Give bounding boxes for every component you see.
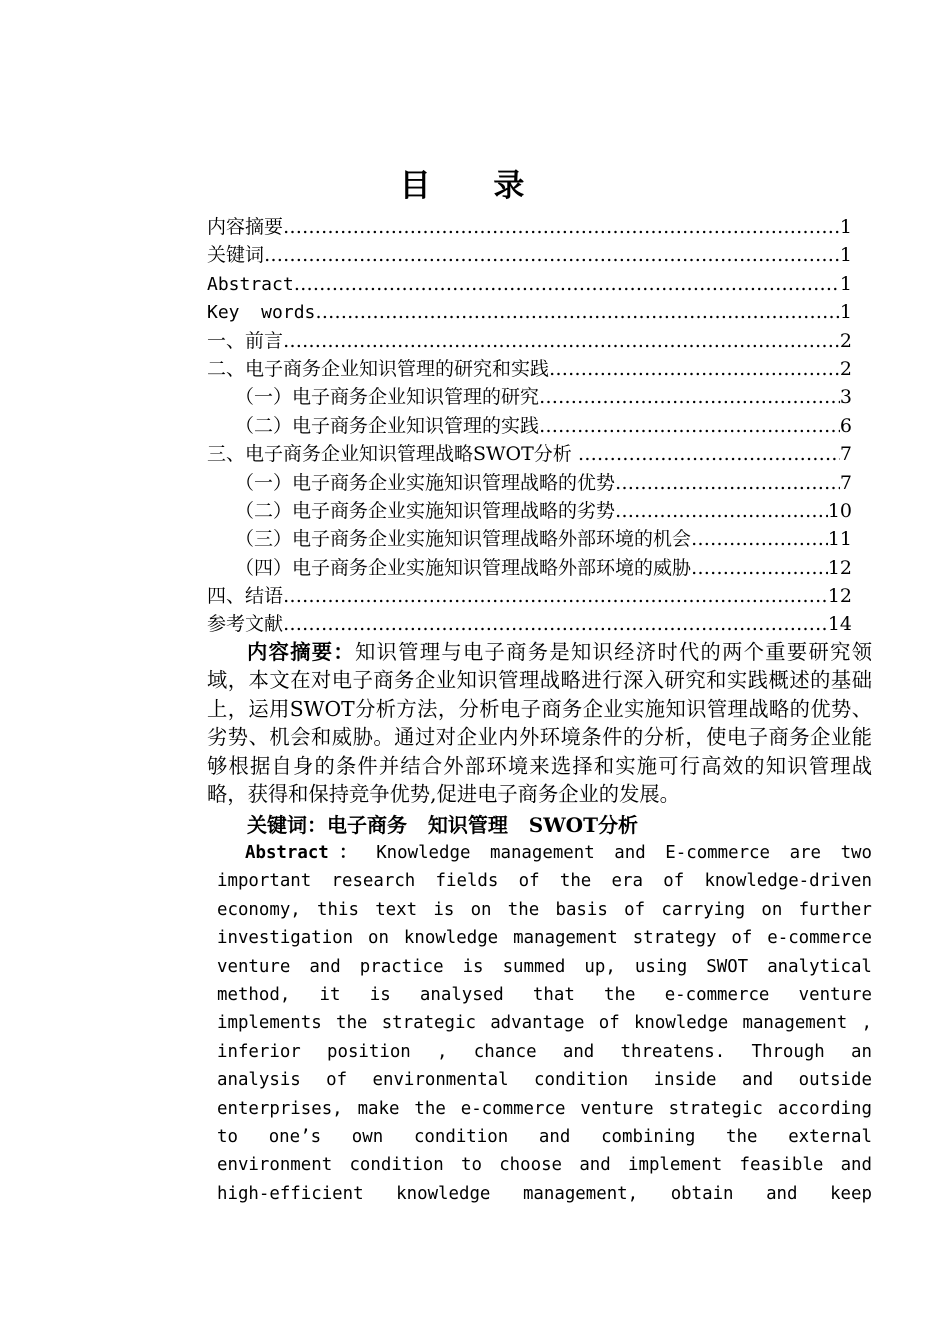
toc-entry-label: Key words bbox=[207, 302, 316, 324]
abstract-line bbox=[217, 981, 872, 1009]
abstract-word: research bbox=[331, 871, 416, 892]
toc-entry-page: 7 bbox=[839, 443, 852, 466]
abstract-word: up, bbox=[584, 956, 616, 977]
abstract-word: of bbox=[598, 1013, 620, 1034]
chinese-abstract-lead: 内容摘要： bbox=[247, 640, 355, 664]
abstract-word: e-commerce bbox=[664, 984, 770, 1005]
abstract-word: knowledge bbox=[633, 1013, 729, 1034]
english-abstract bbox=[217, 839, 872, 1208]
abstract-word: condition bbox=[534, 1070, 629, 1091]
abstract-word: analysis bbox=[217, 1070, 301, 1091]
abstract-word: on bbox=[470, 899, 492, 920]
abstract-word: text bbox=[375, 899, 418, 920]
abstract-word: it bbox=[319, 984, 341, 1005]
abstract-word: on bbox=[368, 928, 389, 949]
toc-leader-dots bbox=[615, 469, 840, 497]
abstract-word: practice bbox=[359, 956, 444, 977]
toc-entry bbox=[207, 241, 852, 269]
abstract-word: the bbox=[604, 984, 636, 1005]
toc-leader-dots bbox=[615, 497, 828, 525]
abstract-word: obtain bbox=[670, 1183, 734, 1204]
abstract-word: basis bbox=[555, 899, 608, 920]
abstract-word: management, bbox=[522, 1183, 639, 1204]
abstract-word: is bbox=[462, 956, 484, 977]
toc-entry-page: 6 bbox=[839, 414, 852, 437]
abstract-word: e-commerce bbox=[460, 1098, 566, 1119]
abstract-word: and bbox=[538, 1126, 571, 1147]
abstract-word: Knowledge bbox=[376, 843, 471, 863]
toc-title: 目 录 bbox=[399, 168, 551, 204]
toc-entry bbox=[207, 525, 852, 553]
toc-entry bbox=[207, 383, 852, 411]
abstract-line bbox=[217, 896, 872, 924]
abstract-word: are bbox=[789, 843, 821, 863]
toc-entry-label: 参考文献 bbox=[207, 613, 284, 636]
english-abstract-lead: Abstract ： bbox=[245, 843, 357, 863]
abstract-word: fields bbox=[435, 871, 499, 892]
abstract-word: strategic bbox=[668, 1098, 763, 1119]
abstract-line bbox=[217, 1066, 872, 1094]
toc-entry-page: 1 bbox=[839, 301, 852, 324]
toc-leader-dots bbox=[283, 610, 828, 638]
toc-entry-label: 四、结语 bbox=[207, 585, 284, 608]
toc-leader-dots bbox=[539, 412, 840, 440]
abstract-word: and bbox=[614, 843, 646, 863]
abstract-word: investigation bbox=[217, 928, 354, 949]
abstract-word: is bbox=[369, 984, 391, 1005]
abstract-word: the bbox=[335, 1013, 368, 1034]
toc-entry-page: 7 bbox=[839, 471, 852, 494]
abstract-word: an bbox=[851, 1041, 872, 1062]
abstract-word: make bbox=[357, 1098, 400, 1119]
abstract-line bbox=[217, 839, 872, 867]
toc-entry bbox=[207, 213, 852, 241]
abstract-word: inferior bbox=[217, 1041, 301, 1062]
abstract-word: and bbox=[562, 1041, 595, 1062]
abstract-word: position bbox=[327, 1041, 411, 1062]
abstract-word: environment bbox=[217, 1155, 333, 1176]
chinese-abstract-body: 知识管理与电子商务是知识经济时代的两个重要研究领域，本文在对电子商务企业知识管理战略进行深入研究和实践概述的基础上，运用SWOT分析方法，分析电子商务企业实施知识管理战略的优势、劣势、机会和威胁。通过对企业内外环境条件的分析，使电子商务企业能够根据自身的条件并结合外部环境来选择和实施可行高效的知识管理战略，获得和保持竞争优势,促进电子商务企业的发展。 bbox=[207, 640, 872, 807]
abstract-word: one’s bbox=[268, 1126, 322, 1147]
abstract-word: analysed bbox=[419, 984, 504, 1005]
toc-entry-label: 二、电子商务企业知识管理的研究和实践 bbox=[207, 357, 550, 380]
toc-entry-page: 14 bbox=[827, 613, 852, 636]
toc-entry-page: 11 bbox=[827, 528, 852, 551]
abstract-word: combining bbox=[601, 1126, 696, 1147]
toc-entry bbox=[207, 554, 852, 582]
abstract-word: knowledge bbox=[403, 928, 499, 949]
abstract-line bbox=[217, 1009, 872, 1037]
toc-leader-dots bbox=[283, 582, 828, 610]
chinese-abstract bbox=[207, 638, 872, 808]
abstract-word: strategic bbox=[381, 1013, 476, 1034]
toc-leader-dots bbox=[283, 213, 840, 241]
table-of-contents bbox=[207, 213, 852, 639]
toc-entry bbox=[207, 355, 852, 383]
toc-entry-label: 一、前言 bbox=[207, 329, 284, 352]
abstract-word: external bbox=[788, 1126, 872, 1147]
abstract-word: outside bbox=[798, 1070, 872, 1091]
abstract-word: to bbox=[460, 1155, 482, 1176]
abstract-word: advantage bbox=[490, 1013, 585, 1034]
abstract-word: implement bbox=[628, 1155, 723, 1176]
abstract-word: knowledge-driven bbox=[704, 871, 872, 892]
abstract-word: threatens. bbox=[620, 1041, 726, 1062]
abstract-word: to bbox=[217, 1126, 238, 1147]
toc-entry-label: （三）电子商务企业实施知识管理战略外部环境的机会 bbox=[235, 528, 692, 551]
abstract-line bbox=[217, 1151, 872, 1179]
abstract-word: venture bbox=[580, 1098, 654, 1119]
toc-entry-page: 1 bbox=[839, 272, 852, 295]
abstract-word: enterprises, bbox=[217, 1098, 343, 1119]
abstract-line bbox=[217, 1038, 872, 1066]
abstract-word: e-commerce bbox=[767, 928, 872, 949]
toc-entry bbox=[207, 270, 852, 298]
abstract-word: of bbox=[663, 871, 685, 892]
toc-entry-page: 2 bbox=[839, 357, 852, 380]
abstract-word: carrying bbox=[661, 899, 746, 920]
abstract-line bbox=[217, 924, 872, 952]
abstract-line bbox=[217, 953, 872, 981]
abstract-word: era bbox=[611, 871, 643, 892]
abstract-word: further bbox=[798, 899, 872, 920]
toc-leader-dots bbox=[578, 440, 840, 468]
abstract-line bbox=[217, 867, 872, 895]
abstract-word: the bbox=[507, 899, 540, 920]
abstract-word: economy, bbox=[217, 899, 301, 920]
toc-leader-dots bbox=[315, 298, 840, 326]
chinese-keywords: 关键词：电子商务 知识管理 SWOT分析 bbox=[247, 813, 638, 837]
abstract-word: the bbox=[414, 1098, 446, 1119]
toc-entry bbox=[207, 440, 852, 468]
abstract-word: management bbox=[742, 1013, 848, 1034]
toc-leader-dots bbox=[549, 355, 840, 383]
abstract-word: and bbox=[840, 1155, 872, 1176]
abstract-word: and bbox=[579, 1155, 611, 1176]
abstract-word: implements bbox=[217, 1013, 322, 1034]
abstract-word: inside bbox=[653, 1070, 717, 1091]
abstract-word: venture bbox=[798, 984, 872, 1005]
abstract-word: , bbox=[437, 1041, 448, 1062]
toc-entry-label: （二）电子商务企业实施知识管理战略的劣势 bbox=[235, 499, 616, 522]
toc-leader-dots bbox=[283, 327, 840, 355]
toc-entry-label: 关键词 bbox=[207, 244, 265, 267]
abstract-word: this bbox=[317, 899, 359, 920]
toc-entry bbox=[207, 298, 852, 326]
abstract-word: chance bbox=[473, 1041, 537, 1062]
abstract-word: and bbox=[741, 1070, 774, 1091]
toc-entry-page: 12 bbox=[827, 556, 852, 579]
toc-entry-page: 3 bbox=[839, 386, 852, 409]
abstract-word: is bbox=[433, 899, 455, 920]
abstract-word: own bbox=[351, 1126, 384, 1147]
abstract-word: that bbox=[532, 984, 575, 1005]
abstract-word: venture bbox=[217, 956, 291, 977]
toc-leader-dots bbox=[539, 383, 840, 411]
abstract-word: using bbox=[634, 956, 688, 977]
abstract-word: choose bbox=[499, 1155, 563, 1176]
abstract-line bbox=[217, 1095, 872, 1123]
toc-entry-label: （一）电子商务企业知识管理的研究 bbox=[235, 386, 540, 409]
abstract-line bbox=[217, 1123, 872, 1151]
toc-entry-page: 2 bbox=[839, 329, 852, 352]
abstract-word: of bbox=[624, 899, 646, 920]
abstract-word: method, bbox=[217, 984, 291, 1005]
abstract-word: Through bbox=[751, 1041, 825, 1062]
abstract-word: analytical bbox=[767, 956, 872, 977]
toc-entry-page: 12 bbox=[827, 585, 852, 608]
abstract-word: high-efficient bbox=[217, 1183, 364, 1204]
toc-entry bbox=[207, 582, 852, 610]
toc-entry-label: （二）电子商务企业知识管理的实践 bbox=[235, 414, 540, 437]
toc-entry-page: 1 bbox=[839, 216, 852, 238]
abstract-word: on bbox=[761, 899, 783, 920]
abstract-word: condition bbox=[349, 1155, 444, 1176]
toc-entry-label: 内容摘要 bbox=[207, 216, 284, 238]
abstract-word: according bbox=[777, 1098, 872, 1119]
abstract-word: , bbox=[861, 1013, 872, 1034]
toc-entry-label: （一）电子商务企业实施知识管理战略的优势 bbox=[235, 471, 616, 494]
toc-leader-dots bbox=[691, 525, 828, 553]
abstract-word: of bbox=[326, 1070, 348, 1091]
toc-entry-label: Abstract bbox=[207, 273, 294, 295]
toc-leader-dots bbox=[264, 241, 840, 269]
abstract-word: keep bbox=[830, 1183, 872, 1204]
abstract-word: management bbox=[490, 843, 595, 863]
abstract-word: of bbox=[518, 871, 540, 892]
abstract-word: of bbox=[731, 928, 753, 949]
toc-entry bbox=[207, 469, 852, 497]
abstract-word: strategy bbox=[632, 928, 717, 949]
toc-entry-page: 10 bbox=[827, 499, 852, 522]
abstract-word: summed bbox=[502, 956, 566, 977]
abstract-word: two bbox=[840, 843, 872, 863]
abstract-word: the bbox=[726, 1126, 758, 1147]
toc-entry bbox=[207, 327, 852, 355]
toc-entry-page: 1 bbox=[839, 244, 852, 267]
toc-entry bbox=[207, 497, 852, 525]
abstract-word: important bbox=[217, 871, 312, 892]
toc-leader-dots bbox=[691, 554, 828, 582]
abstract-word: environmental bbox=[372, 1070, 509, 1091]
abstract-word: feasible bbox=[739, 1155, 824, 1176]
abstract-word: knowledge bbox=[396, 1183, 491, 1204]
abstract-line bbox=[217, 1180, 872, 1208]
abstract-word: management bbox=[513, 928, 618, 949]
abstract-word: condition bbox=[413, 1126, 509, 1147]
abstract-word: SWOT bbox=[706, 956, 749, 977]
abstract-word: and bbox=[766, 1183, 798, 1204]
abstract-word: and bbox=[309, 956, 341, 977]
toc-entry bbox=[207, 412, 852, 440]
abstract-word: the bbox=[559, 871, 592, 892]
toc-entry-label: 三、电子商务企业知识管理战略SWOT分析 bbox=[207, 443, 578, 466]
toc-entry-label: （四）电子商务企业实施知识管理战略外部环境的威胁 bbox=[235, 556, 692, 579]
toc-entry bbox=[207, 610, 852, 638]
toc-leader-dots bbox=[294, 270, 840, 298]
abstract-word: E-commerce bbox=[665, 843, 770, 863]
